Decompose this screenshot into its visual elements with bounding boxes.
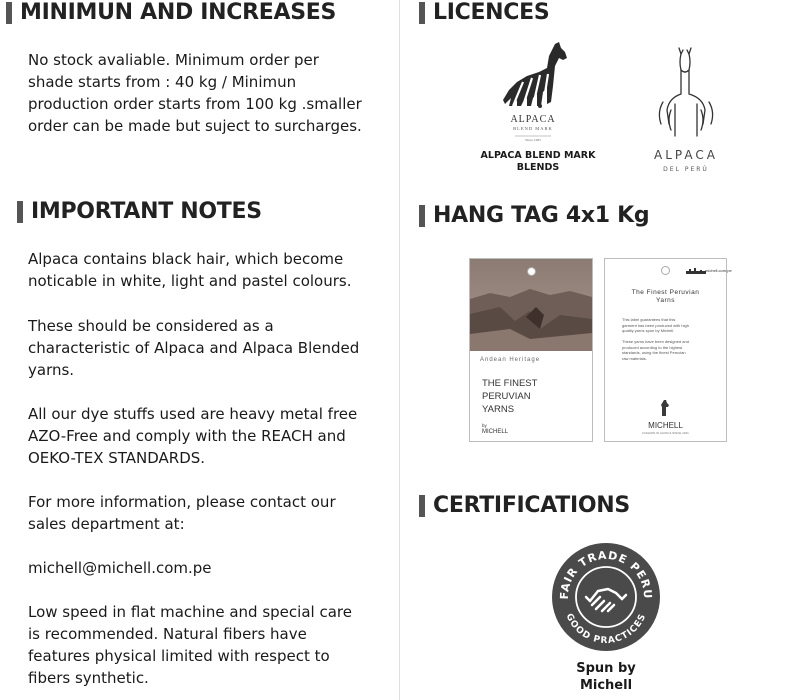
- certifications-heading-text: CERTIFICATIONS: [433, 493, 630, 518]
- skyline-mark-icon: [686, 268, 706, 274]
- right-column: [401, 0, 801, 700]
- logo-word: ALPACA: [654, 148, 718, 162]
- licences-heading: [419, 0, 549, 25]
- logo-word: ALPACA: [510, 114, 556, 125]
- notes-paragraph-1: [28, 248, 398, 292]
- tag-hole: [661, 266, 670, 275]
- tag-title: [605, 289, 726, 305]
- tag-text-2: [622, 339, 689, 361]
- email-link[interactable]: michell@michell.com.pe: [28, 559, 212, 577]
- caption-line: Michell: [579, 678, 633, 693]
- left-column: [0, 0, 400, 700]
- tag-text-line: standards, using the finest Peruvian: [622, 350, 686, 355]
- minimum-heading-text: MINIMUN AND INCREASES: [20, 0, 337, 25]
- notes-paragraph-2: [28, 315, 398, 381]
- caption-line: ALPACA BLEND MARK: [480, 150, 596, 161]
- caption-line: Spun by: [576, 661, 636, 676]
- text-line: production order starts from 100 kg .smaller: [28, 95, 362, 113]
- heading-bar: [419, 495, 425, 517]
- tag-text-line: This label guarantees that this: [622, 317, 676, 322]
- tag-title-line: The Finest Peruvian: [631, 289, 700, 296]
- heading-bar: [419, 2, 425, 24]
- hangtag-heading: [419, 203, 649, 228]
- tag-text-line: garment has been produced with high: [622, 322, 689, 328]
- tag-site: michell.com.pe: [705, 268, 732, 273]
- heading-bar: [17, 201, 23, 223]
- alpaca-blend-mark-caption: [478, 150, 598, 174]
- alpaca-del-peru-logo: [641, 44, 731, 176]
- tag-title-line: THE FINEST: [482, 378, 538, 389]
- caption-line: BLENDS: [516, 162, 560, 173]
- alpaca-blend-mark-logo: [493, 40, 573, 144]
- tag-brand: MICHELL: [482, 429, 509, 435]
- text-line: For more information, please contact our: [28, 493, 336, 511]
- text-line: shade starts from : 40 kg / Minimun: [28, 73, 297, 91]
- tag-text-line: produced according to the highest: [622, 344, 683, 350]
- text-line: OEKO-TEX STANDARDS.: [28, 449, 206, 467]
- text-line: is recommended. Natural fibers have: [28, 625, 307, 643]
- notes-heading-text: IMPORTANT NOTES: [31, 199, 262, 224]
- text-line: yarns.: [28, 361, 75, 379]
- notes-paragraph-3: [28, 403, 398, 469]
- text-line: characteristic of Alpaca and Alpaca Blended: [28, 339, 360, 357]
- tag-title-line: YARNS: [482, 404, 515, 415]
- tag-title-line: PERUVIAN: [482, 391, 531, 402]
- hangtag-back: [604, 258, 732, 442]
- notes-paragraph-4: [28, 491, 398, 535]
- text-line: Low speed in flat machine and special care: [28, 603, 352, 621]
- seal-top-text: FAIR TRADE PERU: [557, 548, 655, 600]
- text-line: These should be considered as a: [28, 317, 274, 335]
- notes-paragraph-5: [28, 601, 398, 689]
- tag-hole: [527, 267, 536, 276]
- text-line: noticable in white, light and pastel colours.: [28, 272, 352, 290]
- heading-bar: [6, 2, 12, 24]
- text-line: order can be made but suject to surcharges.: [28, 117, 362, 135]
- tag-subtitle: Andean Heritage: [480, 357, 541, 363]
- minimum-text: [28, 49, 398, 137]
- tag-by: by: [482, 423, 487, 428]
- contact-email[interactable]: [28, 557, 398, 579]
- tag-brand-sub: FASHION IN ALPACA SINCE 1931: [642, 431, 689, 435]
- text-line: sales department at:: [28, 515, 185, 533]
- alpaca-head-icon: [658, 399, 672, 417]
- licences-heading-text: LICENCES: [433, 0, 550, 25]
- seal-bottom-text: GOOD PRACTICES: [563, 612, 649, 647]
- tag-text-line: quality yarns spun by Michell.: [622, 328, 675, 333]
- tag-text-1: [622, 317, 689, 334]
- tag-text-line: These yarns have been designed and: [622, 339, 689, 344]
- hangtag-heading-text: HANG TAG 4x1 Kg: [433, 203, 650, 228]
- text-line: All our dye stuffs used are heavy metal free: [28, 405, 358, 423]
- text-line: fibers synthetic.: [28, 669, 149, 687]
- tag-brand: MICHELL: [648, 421, 683, 430]
- tag-text-line: raw materials.: [622, 355, 647, 361]
- tag-title: [482, 377, 537, 416]
- heading-bar: [419, 205, 425, 227]
- text-line: No stock avaliable. Minimum order per: [28, 51, 319, 69]
- logo-sub: DEL PERÚ: [663, 166, 709, 173]
- minimum-heading: [6, 0, 336, 25]
- logo-since: Since 1985: [525, 138, 541, 142]
- hangtag-front: [469, 258, 593, 442]
- text-line: features physical limited with respect to: [28, 647, 330, 665]
- text-line: Alpaca contains black hair, which become: [28, 250, 344, 268]
- certifications-heading: [419, 493, 630, 518]
- notes-heading: [17, 199, 262, 224]
- text-line: AZO-Free and comply with the REACH and: [28, 427, 346, 445]
- tag-title-line: Yarns: [656, 297, 675, 304]
- fair-trade-peru-seal: [550, 541, 662, 653]
- certification-caption: [556, 660, 656, 694]
- logo-sub: BLEND MARK: [513, 126, 553, 131]
